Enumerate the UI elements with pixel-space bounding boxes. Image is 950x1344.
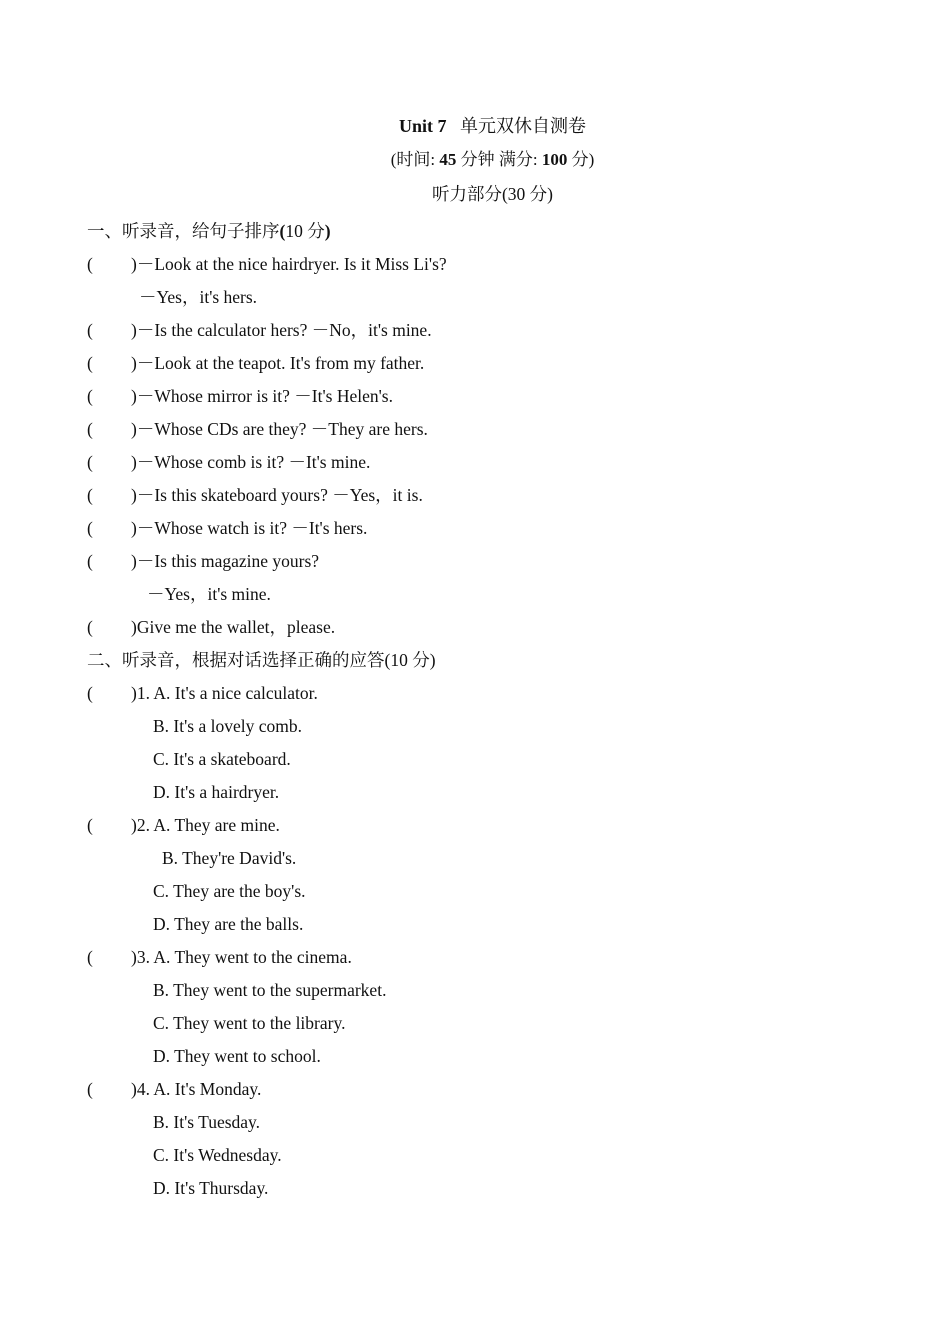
- answer-bracket-close: ): [131, 419, 137, 439]
- option-d: D. They are the balls.: [153, 914, 304, 934]
- answer-bracket-close: ): [131, 518, 137, 538]
- answer-bracket[interactable]: [87, 514, 131, 542]
- option-b: B. It's Tuesday.: [153, 1112, 261, 1132]
- answer-bracket[interactable]: [87, 613, 131, 641]
- answer-bracket-close: ): [131, 551, 137, 571]
- page-title: [0, 113, 950, 139]
- answer-bracket-open: (: [87, 617, 93, 637]
- answer-bracket-open: (: [87, 551, 93, 571]
- time-label: (时间:: [390, 150, 436, 169]
- answer-bracket-open: (: [87, 353, 93, 373]
- time-score-line: [0, 147, 950, 173]
- answer-bracket-open: (: [87, 254, 93, 274]
- question-2: [87, 811, 907, 844]
- answer-bracket-close: ): [131, 617, 137, 637]
- question-1: [87, 679, 907, 712]
- item-text: －Is this skateboard yours? －Yes，it is.: [136, 485, 423, 505]
- section1-heading-paren-open: (: [279, 221, 286, 241]
- question-number: )2.: [131, 815, 150, 835]
- option-a: A. It's Monday.: [153, 1079, 262, 1099]
- answer-bracket-open: (: [87, 1079, 93, 1099]
- list-item: [87, 250, 907, 283]
- answer-bracket[interactable]: [87, 811, 131, 839]
- list-item: [87, 547, 907, 580]
- answer-bracket-open: (: [87, 386, 93, 406]
- list-item: [87, 382, 907, 415]
- answer-bracket-close: ): [131, 353, 137, 373]
- answer-bracket[interactable]: [87, 448, 131, 476]
- list-item: [87, 415, 907, 448]
- question-3: [87, 943, 907, 976]
- answer-bracket-open: (: [87, 452, 93, 472]
- option-d: D. It's a hairdryer.: [153, 782, 280, 802]
- answer-bracket[interactable]: [87, 316, 131, 344]
- answer-bracket-open: (: [87, 485, 93, 505]
- question-4: [87, 1075, 907, 1108]
- option-c: C. It's Wednesday.: [153, 1145, 282, 1165]
- option-c: C. They are the boy's.: [153, 881, 306, 901]
- score-unit: 分): [571, 150, 595, 169]
- list-item: [87, 514, 907, 547]
- option-c: C. It's a skateboard.: [153, 749, 291, 769]
- time-value: 45: [439, 150, 457, 169]
- answer-bracket-close: ): [131, 254, 137, 274]
- list-item: [87, 613, 907, 646]
- question-number: )4.: [131, 1079, 150, 1099]
- answer-bracket-close: ): [131, 386, 137, 406]
- list-item: [87, 448, 907, 481]
- option-d: D. It's Thursday.: [153, 1178, 269, 1198]
- test-title: 单元双休自测卷: [460, 116, 586, 136]
- answer-bracket-open: (: [87, 947, 93, 967]
- section1-heading-text: 一、听录音，给句子排序: [87, 221, 280, 241]
- answer-bracket[interactable]: [87, 943, 131, 971]
- item-text: －Whose watch is it? －It's hers.: [136, 518, 368, 538]
- list-item: [87, 349, 907, 382]
- section1-heading-paren-close: ): [324, 221, 331, 241]
- item-text: －Is this magazine yours?: [136, 551, 320, 571]
- item-text: －Whose CDs are they? －They are hers.: [136, 419, 428, 439]
- item-text: －Whose mirror is it? －It's Helen's.: [136, 386, 393, 406]
- answer-bracket-open: (: [87, 419, 93, 439]
- unit-label: Unit 7: [398, 116, 447, 136]
- answer-bracket-close: ): [131, 452, 137, 472]
- answer-bracket-open: (: [87, 683, 93, 703]
- option-b: B. It's a lovely comb.: [153, 716, 302, 736]
- answer-bracket[interactable]: [87, 679, 131, 707]
- list-item: [87, 481, 907, 514]
- item-text: －Whose comb is it? －It's mine.: [136, 452, 371, 472]
- list-item-continuation: －Yes，it's hers.: [139, 287, 258, 307]
- score-value: 100: [541, 150, 568, 169]
- option-c: C. They went to the library.: [153, 1013, 346, 1033]
- answer-bracket[interactable]: [87, 1075, 131, 1103]
- section1-heading-score: 10 分: [285, 221, 325, 241]
- list-item-continuation: －Yes，it's mine.: [147, 584, 271, 604]
- answer-bracket[interactable]: [87, 547, 131, 575]
- answer-bracket-open: (: [87, 320, 93, 340]
- answer-bracket[interactable]: [87, 481, 131, 509]
- section1-heading: [87, 217, 907, 250]
- answer-bracket[interactable]: [87, 415, 131, 443]
- answer-bracket[interactable]: [87, 250, 131, 278]
- exam-content: [87, 217, 907, 1207]
- answer-bracket-open: (: [87, 815, 93, 835]
- option-a: A. It's a nice calculator.: [153, 683, 318, 703]
- answer-bracket-close: ): [131, 320, 137, 340]
- answer-bracket-open: (: [87, 518, 93, 538]
- item-text: －Is the calculator hers? －No，it's mine.: [136, 320, 432, 340]
- option-a: A. They went to the cinema.: [153, 947, 352, 967]
- option-b: B. They went to the supermarket.: [153, 980, 387, 1000]
- item-text: －Look at the nice hairdryer. Is it Miss Li's?: [136, 254, 447, 274]
- option-d: D. They went to school.: [153, 1046, 321, 1066]
- option-a: A. They are mine.: [153, 815, 280, 835]
- answer-bracket[interactable]: [87, 382, 131, 410]
- question-number: )3.: [131, 947, 150, 967]
- option-b: B. They're David's.: [162, 848, 297, 868]
- part-title: 听力部分(30 分): [431, 184, 554, 204]
- question-number: )1.: [131, 683, 150, 703]
- item-text: Give me the wallet，please.: [136, 617, 336, 637]
- item-text: －Look at the teapot. It's from my father.: [136, 353, 425, 373]
- list-item: [87, 316, 907, 349]
- time-unit: 分钟 满分:: [460, 150, 538, 169]
- answer-bracket[interactable]: [87, 349, 131, 377]
- section2-heading: 二、听录音，根据对话选择正确的应答(10 分): [87, 650, 436, 670]
- answer-bracket-close: ): [131, 485, 137, 505]
